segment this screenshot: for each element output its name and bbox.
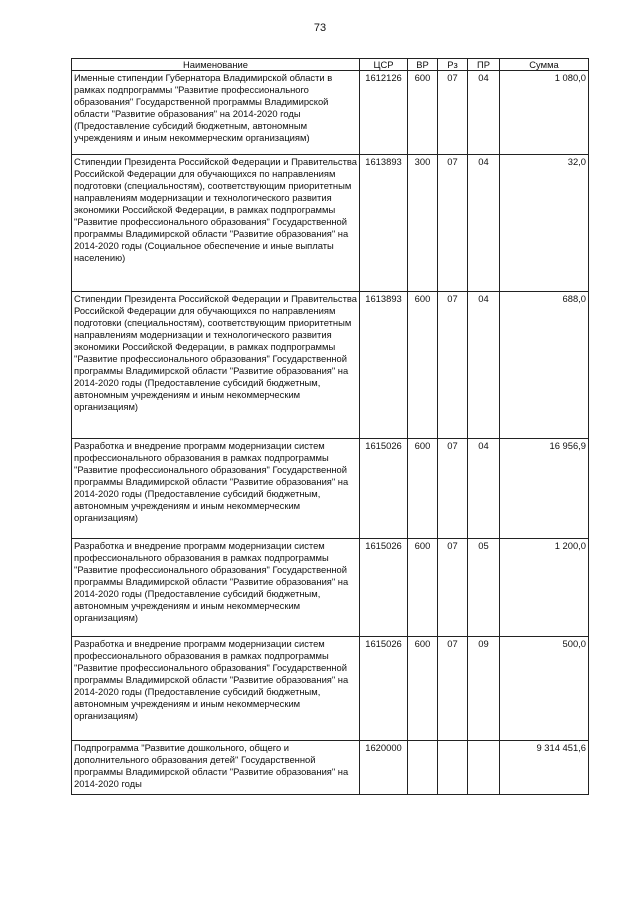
row-pr-cell: 05 [468,539,500,637]
row-vr-cell: 600 [408,637,438,741]
column-header-sum: Сумма [500,59,589,71]
row-name-cell: Именные стипендии Губернатора Владимирской области в рамках подпрограммы "Развитие профессионального образования" Государственной программы Владимирской области "Развитие образования" на 2014-2020 годы (Предоставление субсидий бюджетным, автономным учреждениям и иным некоммерческим организациям) [72,71,360,155]
table-row [72,439,589,539]
column-header-pr: ПР [468,59,500,71]
row-rz-cell: 07 [438,439,468,539]
column-header-vr: ВР [408,59,438,71]
row-vr-cell: 600 [408,439,438,539]
table-row [72,539,589,637]
row-rz-cell [438,741,468,795]
row-vr-cell: 600 [408,71,438,155]
row-name-cell: Стипендии Президента Российской Федерации и Правительства Российской Федерации для обучающихся по направлениям подготовки (специальностям), соответствующим приоритетным направлениям модернизации и технологического развития экономики Российской Федерации, в рамках подпрограммы "Развитие профессионального образования" Государственной программы Владимирской области "Развитие образования" на 2014-2020 годы (Социальное обеспечение и иные выплаты населению) [72,155,360,292]
row-csr-cell: 1613893 [360,155,408,292]
row-rz-cell: 07 [438,292,468,439]
column-header-rz: Рз [438,59,468,71]
row-pr-cell [468,741,500,795]
row-pr-cell: 09 [468,637,500,741]
table-row [72,292,589,439]
row-rz-cell: 07 [438,637,468,741]
table-row [72,637,589,741]
table-row [72,71,589,155]
budget-table [71,58,589,795]
table-row [72,155,589,292]
row-csr-cell: 1620000 [360,741,408,795]
row-sum-cell: 32,0 [500,155,589,292]
row-vr-cell [408,741,438,795]
row-csr-cell: 1613893 [360,292,408,439]
row-csr-cell: 1615026 [360,439,408,539]
row-name-cell: Разработка и внедрение программ модернизации систем профессионального образования в рамках подпрограммы "Развитие профессионального образования" Государственной программы Владимирской области "Развитие образования" на 2014-2020 годы (Предоставление субсидий бюджетным, автономным учреждениям и иным некоммерческим организациям) [72,439,360,539]
table-header-row [72,59,589,71]
row-csr-cell: 1615026 [360,539,408,637]
row-pr-cell: 04 [468,71,500,155]
row-sum-cell: 1 080,0 [500,71,589,155]
row-pr-cell: 04 [468,155,500,292]
row-sum-cell: 688,0 [500,292,589,439]
row-sum-cell: 16 956,9 [500,439,589,539]
row-csr-cell: 1612126 [360,71,408,155]
row-csr-cell: 1615026 [360,637,408,741]
row-rz-cell: 07 [438,539,468,637]
table-row [72,741,589,795]
row-name-cell: Подпрограмма "Развитие дошкольного, общего и дополнительного образования детей" Государственной программы Владимирской области "Развитие образования" на 2014-2020 годы [72,741,360,795]
row-rz-cell: 07 [438,71,468,155]
column-header-name: Наименование [72,59,360,71]
row-vr-cell: 600 [408,292,438,439]
row-sum-cell: 9 314 451,6 [500,741,589,795]
row-rz-cell: 07 [438,155,468,292]
row-vr-cell: 600 [408,539,438,637]
row-vr-cell: 300 [408,155,438,292]
row-name-cell: Стипендии Президента Российской Федерации и Правительства Российской Федерации для обучающихся по направлениям подготовки (специальностям), соответствующим приоритетным направлениям модернизации и технологического развития экономики Российской Федерации, в рамках подпрограммы "Развитие профессионального образования" Государственной программы Владимирской области "Развитие образования" на 2014-2020 годы (Предоставление субсидий бюджетным, автономным учреждениям и иным некоммерческим организациям) [72,292,360,439]
row-name-cell: Разработка и внедрение программ модернизации систем профессионального образования в рамках подпрограммы "Развитие профессионального образования" Государственной программы Владимирской области "Развитие образования" на 2014-2020 годы (Предоставление субсидий бюджетным, автономным учреждениям и иным некоммерческим организациям) [72,637,360,741]
page-number: 73 [313,22,327,34]
row-pr-cell: 04 [468,292,500,439]
column-header-csr: ЦСР [360,59,408,71]
row-sum-cell: 500,0 [500,637,589,741]
row-name-cell: Разработка и внедрение программ модернизации систем профессионального образования в рамках подпрограммы "Развитие профессионального образования" Государственной программы Владимирской области "Развитие образования" на 2014-2020 годы (Предоставление субсидий бюджетным, автономным учреждениям и иным некоммерческим организациям) [72,539,360,637]
row-pr-cell: 04 [468,439,500,539]
row-sum-cell: 1 200,0 [500,539,589,637]
